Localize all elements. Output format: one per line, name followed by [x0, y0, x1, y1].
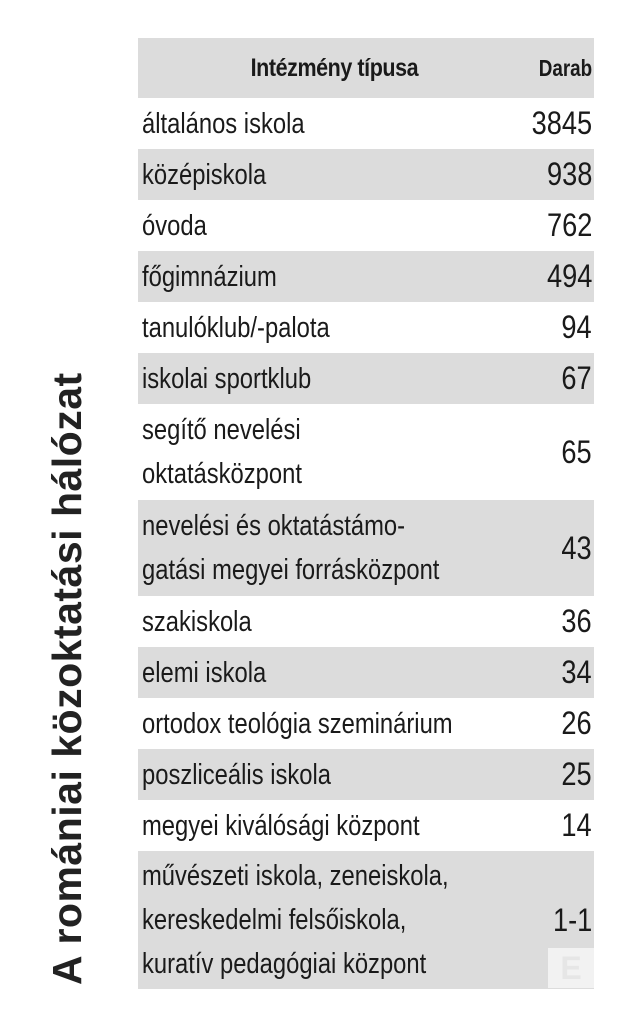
row-count: 26	[561, 705, 592, 741]
row-count: 762	[546, 207, 592, 243]
table-row	[138, 98, 594, 149]
row-count: 36	[561, 603, 592, 639]
row-type: óvoda	[142, 209, 207, 242]
table-row	[138, 302, 594, 353]
table-row	[138, 353, 594, 404]
table-header	[138, 38, 594, 98]
table-row	[138, 500, 594, 596]
table-row	[138, 404, 594, 500]
header-type: Intézmény típusa	[250, 53, 419, 82]
institution-table	[138, 38, 594, 989]
row-count: 43	[561, 529, 592, 566]
watermark-logo: E	[548, 948, 594, 988]
row-count: 25	[561, 756, 592, 792]
row-type: ortodox teológia szeminárium	[142, 707, 453, 740]
row-type: tanulóklub/-palota	[142, 311, 330, 344]
row-type: szakiskola	[142, 605, 252, 638]
row-type: középiskola	[142, 158, 267, 191]
table-row	[138, 800, 594, 851]
side-title: A romániai közoktatási hálózat	[44, 372, 90, 985]
table-row	[138, 596, 594, 647]
table-row	[138, 251, 594, 302]
table-row	[138, 647, 594, 698]
table-row	[138, 149, 594, 200]
row-type: általános iskola	[142, 107, 305, 140]
row-type: iskolai sportklub	[142, 362, 312, 395]
row-count: 14	[561, 807, 592, 843]
row-count: 94	[561, 309, 592, 345]
row-count: 3845	[531, 105, 592, 141]
row-type: segítő nevelési oktatásközpont	[142, 414, 302, 490]
row-type: művészeti iskola, zeneiskola, kereskedelmi felsőiskola, kuratív pedagógiai központ	[142, 860, 449, 980]
row-type: megyei kiválósági központ	[142, 809, 420, 842]
row-type: elemi iskola	[142, 656, 267, 689]
row-count: 1-1	[552, 901, 592, 938]
row-count: 494	[546, 258, 592, 294]
row-count: 938	[546, 156, 592, 192]
row-count: 65	[561, 433, 592, 470]
row-count: 67	[561, 360, 592, 396]
table-row	[138, 749, 594, 800]
row-type: nevelési és oktatástámo- gatási megyei forrásközpont	[142, 510, 440, 586]
table-row	[138, 851, 594, 989]
table-row	[138, 698, 594, 749]
row-type: poszliceális iskola	[142, 758, 332, 791]
row-type: főgimnázium	[142, 260, 277, 293]
row-count: 34	[561, 654, 592, 690]
header-count: Darab	[538, 54, 592, 81]
table-row	[138, 200, 594, 251]
